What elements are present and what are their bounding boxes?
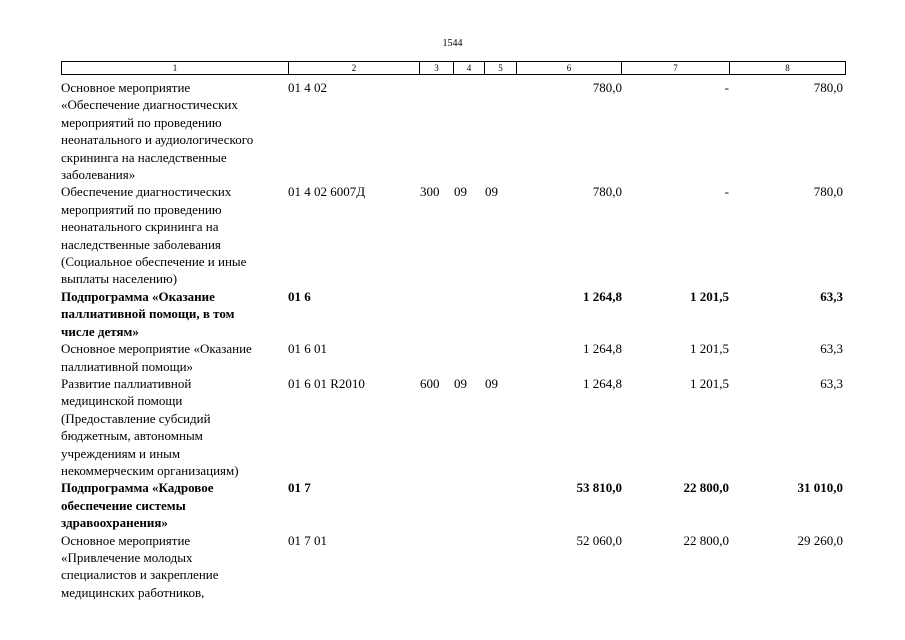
row-title <box>61 79 291 183</box>
row-title-line: паллиативной помощи, в том <box>61 306 235 322</box>
row-code: 01 6 <box>288 288 311 304</box>
row-code: 01 4 02 <box>288 80 327 95</box>
row-title-line: (Социальное обеспечение и иные <box>61 254 247 270</box>
row-value-total: 780,0 <box>592 184 622 200</box>
row-value-col7: 22 800,0 <box>683 532 729 548</box>
row-title-line: Развитие паллиативной <box>61 375 192 391</box>
column-header-cell: 5 <box>485 62 517 75</box>
table-row <box>61 183 851 287</box>
column-header-table <box>61 61 846 75</box>
row-title-line: паллиативной помощи» <box>61 358 194 374</box>
table-row <box>61 79 851 183</box>
row-expense-type: 600 <box>420 375 440 391</box>
row-value-col7: 22 800,0 <box>683 480 729 496</box>
row-title-line: скрининга на наследственные <box>61 149 227 165</box>
row-subsection: 09 <box>485 184 498 200</box>
row-title-line: заболевания» <box>61 167 136 183</box>
row-value-total: 1 264,8 <box>583 341 622 357</box>
column-header-cell: 2 <box>289 62 420 75</box>
row-value-col8: 63,3 <box>820 288 843 304</box>
row-value-total: 52 060,0 <box>576 532 622 548</box>
row-value-col8: 780,0 <box>813 184 843 200</box>
row-title <box>61 340 291 375</box>
row-title-line: бюджетным, автономным <box>61 428 203 444</box>
row-code: 01 6 01 <box>288 341 327 357</box>
row-title-line: мероприятий по проведению <box>61 201 222 217</box>
row-value-col7: - <box>724 80 729 95</box>
row-title-line: здравоохранения» <box>61 515 168 531</box>
table-row <box>61 340 851 375</box>
subprogram-row <box>61 288 851 340</box>
row-title-line: числе детям» <box>61 323 139 339</box>
row-value-total: 53 810,0 <box>576 480 622 496</box>
row-value-col8: 63,3 <box>820 341 843 357</box>
row-title-line: «Обеспечение диагностических <box>61 97 238 113</box>
row-title-line: Основное мероприятие <box>61 80 191 95</box>
row-title <box>61 375 291 479</box>
row-title-line: Основное мероприятие «Оказание <box>61 341 252 357</box>
row-value-col7: - <box>724 184 729 200</box>
row-title-line: Основное мероприятие <box>61 532 191 548</box>
row-title <box>61 479 291 531</box>
row-title-line: неонатального и аудиологического <box>61 132 254 148</box>
row-value-col8: 29 260,0 <box>797 532 843 548</box>
row-value-col8: 31 010,0 <box>797 480 843 496</box>
table-row <box>61 532 851 602</box>
column-header-cell: 8 <box>730 62 846 75</box>
row-title-line: Обеспечение диагностических <box>61 184 232 200</box>
row-code: 01 7 01 <box>288 532 327 548</box>
subprogram-row <box>61 479 851 531</box>
row-title-line: Подпрограмма «Оказание <box>61 288 215 304</box>
row-expense-type: 300 <box>420 184 440 200</box>
row-subsection: 09 <box>485 375 498 391</box>
row-title-line: учреждениям и иным <box>61 445 181 461</box>
row-title <box>61 288 291 340</box>
row-value-total: 780,0 <box>592 80 622 95</box>
row-title-line: специалистов и закрепление <box>61 567 219 583</box>
row-title-line: наследственные заболевания <box>61 236 221 252</box>
row-section: 09 <box>454 375 467 391</box>
column-header-cell: 4 <box>454 62 485 75</box>
row-value-col7: 1 201,5 <box>690 375 729 391</box>
column-header-cell: 6 <box>517 62 622 75</box>
row-title <box>61 532 291 602</box>
row-title-line: (Предоставление субсидий <box>61 410 211 426</box>
page-number: 1544 <box>442 38 463 49</box>
row-value-total: 1 264,8 <box>583 375 622 391</box>
row-section: 09 <box>454 184 467 200</box>
column-header-cell: 3 <box>420 62 454 75</box>
row-title-line: «Привлечение молодых <box>61 549 193 565</box>
column-header-cell: 1 <box>62 62 289 75</box>
row-title-line: медицинских работников, <box>61 584 205 600</box>
row-value-col8: 780,0 <box>813 80 843 95</box>
row-value-col7: 1 201,5 <box>690 288 729 304</box>
row-title-line: обеспечение системы <box>61 497 186 513</box>
row-code: 01 7 <box>288 480 311 496</box>
row-code: 01 6 01 R2010 <box>288 375 365 391</box>
row-title <box>61 183 291 287</box>
row-title-line: Подпрограмма «Кадровое <box>61 480 214 496</box>
row-title-line: некоммерческим организациям) <box>61 462 239 478</box>
column-header-row <box>62 62 846 75</box>
row-value-total: 1 264,8 <box>583 288 622 304</box>
row-title-line: неонатального скрининга на <box>61 219 219 235</box>
budget-table-body <box>61 79 851 601</box>
row-value-col7: 1 201,5 <box>690 341 729 357</box>
row-code: 01 4 02 6007Д <box>288 184 366 200</box>
column-header-cell: 7 <box>622 62 730 75</box>
row-title-line: медицинской помощи <box>61 393 183 409</box>
row-title-line: выплаты населению) <box>61 271 178 287</box>
row-value-col8: 63,3 <box>820 375 843 391</box>
table-row <box>61 375 851 479</box>
row-title-line: мероприятий по проведению <box>61 114 222 130</box>
